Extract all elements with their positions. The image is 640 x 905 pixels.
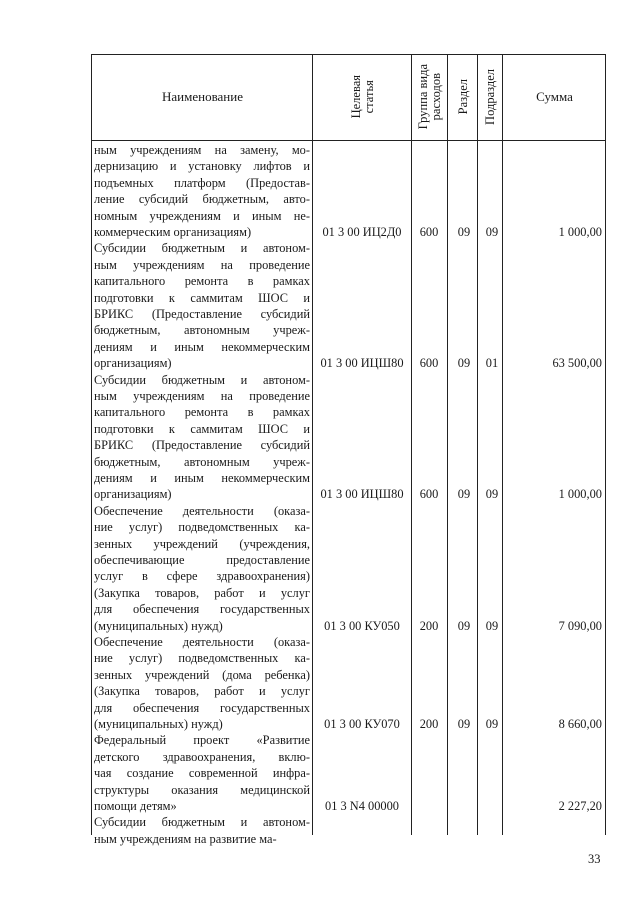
row-expense-group: 200 [419,618,439,633]
row-target-article: 01 3 N4 00000 [325,799,399,813]
row-name-line: зенных учреждений (дома ребенка) [94,667,310,682]
row-expense-group: 600 [419,487,439,502]
row-name-line: бюджетным, автономным учреж- [94,323,310,338]
row-name-line: организациям) [94,356,172,371]
row-name-line: для обеспечения государственных [94,602,310,617]
row-section: 09 [457,356,471,371]
row-name-line: ным учреждениям на проведение [94,257,310,272]
row-name-line: ным учреждениям на замену, мо- [94,143,310,157]
row-name-line: капитального ремонта в рамках [94,405,310,420]
row-expense-group: 200 [419,717,439,731]
row-expense-group: 600 [419,225,439,239]
page-number: 33 [588,852,601,866]
row-name-line: дернизацию и установку лифтов и [94,159,310,174]
row-subsection: 09 [485,225,499,239]
row-section: 09 [457,487,471,502]
row-name-line: ние услуг) подведомственных ка- [94,520,310,535]
row-name-line: структуры оказания медицинской [94,782,310,797]
row-name-line: зенных учреждений (учреждения, [94,536,310,551]
row-target-article: 01 3 00 ИЦШ80 [320,356,404,371]
row-name-line: ление субсидий бюджетным, авто- [94,192,310,207]
header-sum: Сумма [536,89,573,104]
row-section: 09 [457,225,471,239]
header-target-article: Целевая статья [348,75,376,119]
row-name-line: подъемных платформ (Предостав- [94,175,310,190]
row-sum: 63 500,00 [552,356,602,371]
row-name-line: капитального ремонта в рамках [94,274,310,289]
header-expense-group: Группа вида расходов [416,64,443,130]
row-name-line: БРИКС (Предоставление субсидий [94,307,310,321]
row-name-line: организациям) [94,487,172,502]
row-name-line: (муниципальных) нужд) [94,618,223,633]
row-name-line: Субсидии бюджетным и автоном- [94,815,310,830]
row-subsection: 01 [485,356,499,371]
row-name-line: Обеспечение деятельности (оказа- [94,503,310,518]
row-name-line: дениям и иным некоммерческим [94,471,310,485]
row-sum: 8 660,00 [558,717,602,731]
row-name-line: коммерческим организациям) [94,225,252,239]
row-sum: 1 000,00 [558,487,602,502]
row-target-article: 01 3 00 ИЦ2Д0 [322,225,402,239]
row-name-line: детского здравоохранения, вклю- [94,749,310,764]
row-name-line: обеспечивающие предоставление [94,553,310,567]
row-name-line: помощи детям» [94,799,177,813]
row-name-line: Федеральный проект «Развитие [94,733,310,748]
table-left-border [91,54,92,835]
row-name-line: ным учреждениям на проведение [94,389,310,403]
row-name-line: номным учреждениям и иным не- [94,208,310,223]
row-name-line: БРИКС (Предоставление субсидий [94,438,310,453]
header-name: Наименование [162,89,243,104]
column-divider [312,54,313,835]
row-expense-group: 600 [419,356,439,371]
row-sum: 2 227,20 [558,799,602,813]
header-bottom-border [91,140,606,141]
row-subsection: 09 [485,618,499,633]
row-name-line: чая создание современной инфра- [94,766,310,781]
table-right-border [605,54,606,835]
row-name-line: подготовки к саммитам ШОС и [94,421,310,436]
row-sum: 1 000,00 [558,225,602,239]
row-sum: 7 090,00 [558,618,602,633]
row-name-line: Субсидии бюджетным и автоном- [94,241,310,256]
row-section: 09 [457,618,471,633]
row-name-line: ным учреждениям на развитие ма- [94,831,277,846]
row-target-article: 01 3 00 ИЦШ80 [320,487,404,502]
row-name-line: подготовки к саммитам ШОС и [94,290,310,305]
row-section: 09 [457,717,471,731]
row-name-line: (муниципальных) нужд) [94,717,223,731]
header-subsection: Подраздел [483,69,497,125]
row-subsection: 09 [485,717,499,731]
row-name-line: Обеспечение деятельности (оказа- [94,635,310,649]
row-target-article: 01 3 00 КУ070 [324,717,400,731]
row-name-line: ние услуг) подведомственных ка- [94,651,310,666]
row-target-article: 01 3 00 КУ050 [324,618,400,633]
header-section: Раздел [455,79,470,115]
row-name-line: (Закупка товаров, работ и услуг [94,684,310,699]
row-name-line: Субсидии бюджетным и автоном- [94,372,310,387]
row-name-line: бюджетным, автономным учреж- [94,454,310,469]
row-name-line: дениям и иным некоммерческим [94,339,310,354]
row-name-line: услуг в сфере здравоохранения) [94,569,310,584]
row-name-line: для обеспечения государственных [94,700,310,715]
row-subsection: 09 [485,487,499,502]
row-name-line: (Закупка товаров, работ и услуг [94,585,310,600]
